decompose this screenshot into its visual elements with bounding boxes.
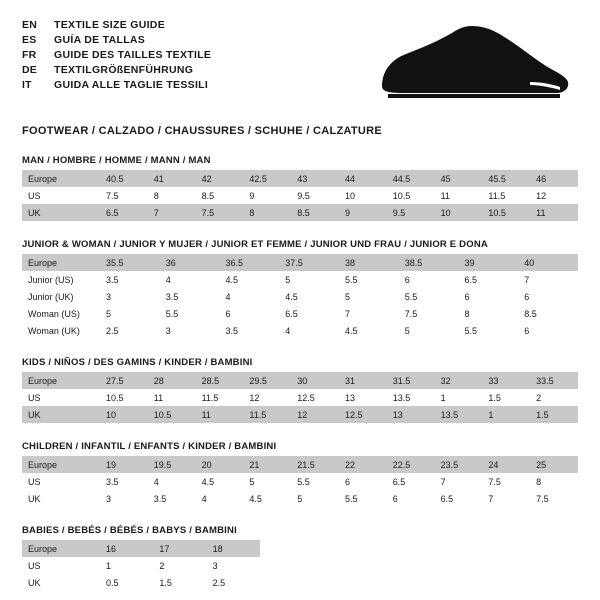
cell: 28.5 [196, 372, 244, 389]
cell: 1.5 [530, 406, 578, 423]
cell: 22 [339, 456, 387, 473]
cell: 37.5 [279, 254, 339, 271]
language-code: FR [22, 49, 37, 61]
cell: 25 [530, 456, 578, 473]
language-row [22, 33, 211, 47]
size-table-babies [22, 540, 260, 591]
table-row [22, 204, 578, 221]
cell: 6 [387, 490, 435, 507]
cell: 7 [482, 490, 530, 507]
row-label: UK [22, 204, 100, 221]
cell: 1.5 [153, 574, 206, 591]
cell: 8 [148, 187, 196, 204]
cell: 8.5 [291, 204, 339, 221]
cell: 7 [339, 305, 399, 322]
cell: 33 [482, 372, 530, 389]
group-title: JUNIOR & WOMAN / JUNIOR Y MUJER / JUNIOR ET FEMME / JUNIOR UND FRAU / JUNIOR E DONA [22, 239, 488, 250]
cell: 3.5 [100, 473, 148, 490]
language-title: GUIDA ALLE TAGLIE TESSILI [54, 79, 209, 91]
cell: 0.5 [100, 574, 153, 591]
cell: 3 [100, 490, 148, 507]
cell: 11.5 [196, 389, 244, 406]
table-row [22, 254, 578, 271]
table-row [22, 406, 578, 423]
cell: 3.5 [148, 490, 196, 507]
size-table-kids [22, 372, 578, 423]
size-group-kids [22, 357, 578, 423]
row-label: Europe [22, 254, 100, 271]
row-label: Europe [22, 170, 100, 187]
cell: 6.5 [387, 473, 435, 490]
cell: 30 [291, 372, 339, 389]
cell: 6 [339, 473, 387, 490]
table-row [22, 187, 578, 204]
cell: 12.5 [291, 389, 339, 406]
cell: 43 [291, 170, 339, 187]
cell: 3.5 [100, 271, 160, 288]
cell: 1 [482, 406, 530, 423]
cell: 6.5 [435, 490, 483, 507]
cell: 36 [160, 254, 220, 271]
cell: 11 [435, 187, 483, 204]
size-group-junior-woman [22, 239, 578, 339]
cell: 38.5 [399, 254, 459, 271]
table-row [22, 557, 260, 574]
cell: 6.5 [100, 204, 148, 221]
cell: 46 [530, 170, 578, 187]
cell: 7 [435, 473, 483, 490]
language-title: TEXTILE SIZE GUIDE [54, 19, 165, 31]
row-label: US [22, 557, 100, 574]
cell: 5.5 [160, 305, 220, 322]
cell: 6 [399, 271, 459, 288]
cell: 9.5 [387, 204, 435, 221]
cell: 11 [196, 406, 244, 423]
cell: 4.5 [243, 490, 291, 507]
cell: 3 [160, 322, 220, 339]
cell: 7 [148, 204, 196, 221]
cell: 3.5 [160, 288, 220, 305]
table-row [22, 372, 578, 389]
cell: 7.5 [196, 204, 244, 221]
cell: 5.5 [339, 490, 387, 507]
row-label: US [22, 187, 100, 204]
cell: 6 [518, 288, 578, 305]
cell: 13.5 [435, 406, 483, 423]
size-table-children [22, 456, 578, 507]
table-row [22, 389, 578, 406]
row-label: Woman (UK) [22, 322, 100, 339]
language-title: GUÍA DE TALLAS [54, 34, 146, 46]
cell: 5 [291, 490, 339, 507]
cell: 11 [148, 389, 196, 406]
language-row [22, 18, 211, 32]
cell: 11 [530, 204, 578, 221]
group-title: KIDS / NIÑOS / DES GAMINS / KINDER / BAMBINI [22, 357, 253, 368]
language-row [22, 48, 211, 62]
size-table-man [22, 170, 578, 221]
cell: 20 [196, 456, 244, 473]
cell: 31 [339, 372, 387, 389]
cell: 39 [459, 254, 519, 271]
cell: 40.5 [100, 170, 148, 187]
language-title: GUIDE DES TAILLES TEXTILE [54, 49, 212, 61]
cell: 2 [530, 389, 578, 406]
cell: 29.5 [243, 372, 291, 389]
language-row [22, 78, 211, 92]
size-group-man [22, 155, 578, 221]
table-row [22, 574, 260, 591]
cell: 2.5 [100, 322, 160, 339]
group-title: BABIES / BEBÉS / BÉBÉS / BABYS / BAMBINI [22, 525, 237, 536]
table-row [22, 540, 260, 557]
cell: 6.5 [459, 271, 519, 288]
cell: 4 [160, 271, 220, 288]
cell: 10.5 [100, 389, 148, 406]
cell: 6.5 [279, 305, 339, 322]
cell: 12 [530, 187, 578, 204]
cell: 3 [207, 557, 260, 574]
cell: 35.5 [100, 254, 160, 271]
table-row [22, 473, 578, 490]
cell: 4.5 [339, 322, 399, 339]
language-code: DE [22, 64, 37, 76]
cell: 4 [220, 288, 280, 305]
cell: 4.5 [196, 473, 244, 490]
category-title: FOOTWEAR / CALZADO / CHAUSSURES / SCHUHE / CALZATURE [22, 125, 383, 137]
language-row [22, 63, 211, 77]
cell: 42.5 [243, 170, 291, 187]
cell: 8 [243, 204, 291, 221]
cell: 5 [279, 271, 339, 288]
cell: 44.5 [387, 170, 435, 187]
row-label: Europe [22, 456, 100, 473]
cell: 13 [387, 406, 435, 423]
cell: 7.5 [530, 490, 578, 507]
cell: 8 [459, 305, 519, 322]
cell: 5.5 [399, 288, 459, 305]
row-label: UK [22, 406, 100, 423]
cell: 5 [100, 305, 160, 322]
cell: 11.5 [243, 406, 291, 423]
cell: 22.5 [387, 456, 435, 473]
size-group-babies [22, 525, 578, 591]
cell: 32 [435, 372, 483, 389]
row-label: Junior (UK) [22, 288, 100, 305]
table-row [22, 288, 578, 305]
document-header [22, 18, 578, 109]
group-title: CHILDREN / INFANTIL / ENFANTS / KINDER / BAMBINI [22, 441, 277, 452]
cell: 6 [459, 288, 519, 305]
cell: 28 [148, 372, 196, 389]
cell: 19.5 [148, 456, 196, 473]
cell: 1 [435, 389, 483, 406]
cell: 4 [279, 322, 339, 339]
cell: 27.5 [100, 372, 148, 389]
cell: 18 [207, 540, 260, 557]
cell: 12.5 [339, 406, 387, 423]
cell: 45 [435, 170, 483, 187]
table-row [22, 490, 578, 507]
cell: 45.5 [482, 170, 530, 187]
cell: 23.5 [435, 456, 483, 473]
cell: 7.5 [482, 473, 530, 490]
cell: 10.5 [482, 204, 530, 221]
cell: 41 [148, 170, 196, 187]
cell: 5 [243, 473, 291, 490]
cell: 13.5 [387, 389, 435, 406]
cell: 19 [100, 456, 148, 473]
cell: 8.5 [196, 187, 244, 204]
dress-shoe-icon [380, 24, 570, 109]
cell: 40 [518, 254, 578, 271]
cell: 42 [196, 170, 244, 187]
cell: 1 [100, 557, 153, 574]
cell: 9.5 [291, 187, 339, 204]
cell: 13 [339, 389, 387, 406]
cell: 12 [291, 406, 339, 423]
cell: 4.5 [279, 288, 339, 305]
size-table-junior-woman [22, 254, 578, 339]
cell: 7.5 [100, 187, 148, 204]
cell: 16 [100, 540, 153, 557]
cell: 4.5 [220, 271, 280, 288]
size-group-children [22, 441, 578, 507]
row-label: UK [22, 574, 100, 591]
row-label: UK [22, 490, 100, 507]
language-title-list [22, 18, 211, 92]
cell: 17 [153, 540, 206, 557]
row-label: US [22, 473, 100, 490]
language-code: EN [22, 19, 37, 31]
cell: 24 [482, 456, 530, 473]
cell: 21.5 [291, 456, 339, 473]
cell: 21 [243, 456, 291, 473]
cell: 4 [196, 490, 244, 507]
cell: 12 [243, 389, 291, 406]
cell: 5.5 [459, 322, 519, 339]
cell: 44 [339, 170, 387, 187]
table-row [22, 305, 578, 322]
cell: 10 [100, 406, 148, 423]
cell: 9 [339, 204, 387, 221]
cell: 1.5 [482, 389, 530, 406]
cell: 3.5 [220, 322, 280, 339]
cell: 36.5 [220, 254, 280, 271]
cell: 2 [153, 557, 206, 574]
cell: 10 [339, 187, 387, 204]
table-row [22, 322, 578, 339]
cell: 8 [530, 473, 578, 490]
cell: 5 [399, 322, 459, 339]
cell: 4 [148, 473, 196, 490]
cell: 33.5 [530, 372, 578, 389]
language-title: TEXTILGRÖßENFÜHRUNG [54, 64, 194, 76]
row-label: Junior (US) [22, 271, 100, 288]
cell: 5 [339, 288, 399, 305]
cell: 7.5 [399, 305, 459, 322]
cell: 7 [518, 271, 578, 288]
cell: 31.5 [387, 372, 435, 389]
cell: 8.5 [518, 305, 578, 322]
table-row [22, 456, 578, 473]
row-label: Europe [22, 540, 100, 557]
cell: 10 [435, 204, 483, 221]
row-label: Woman (US) [22, 305, 100, 322]
cell: 2.5 [207, 574, 260, 591]
cell: 38 [339, 254, 399, 271]
cell: 5.5 [339, 271, 399, 288]
table-row [22, 271, 578, 288]
cell: 10.5 [148, 406, 196, 423]
group-title: MAN / HOMBRE / HOMME / MANN / MAN [22, 155, 211, 166]
table-row [22, 170, 578, 187]
cell: 10.5 [387, 187, 435, 204]
language-code: IT [22, 79, 32, 91]
cell: 11.5 [482, 187, 530, 204]
cell: 6 [220, 305, 280, 322]
cell: 5.5 [291, 473, 339, 490]
row-label: US [22, 389, 100, 406]
cell: 9 [243, 187, 291, 204]
language-code: ES [22, 34, 37, 46]
cell: 3 [100, 288, 160, 305]
row-label: Europe [22, 372, 100, 389]
cell: 6 [518, 322, 578, 339]
